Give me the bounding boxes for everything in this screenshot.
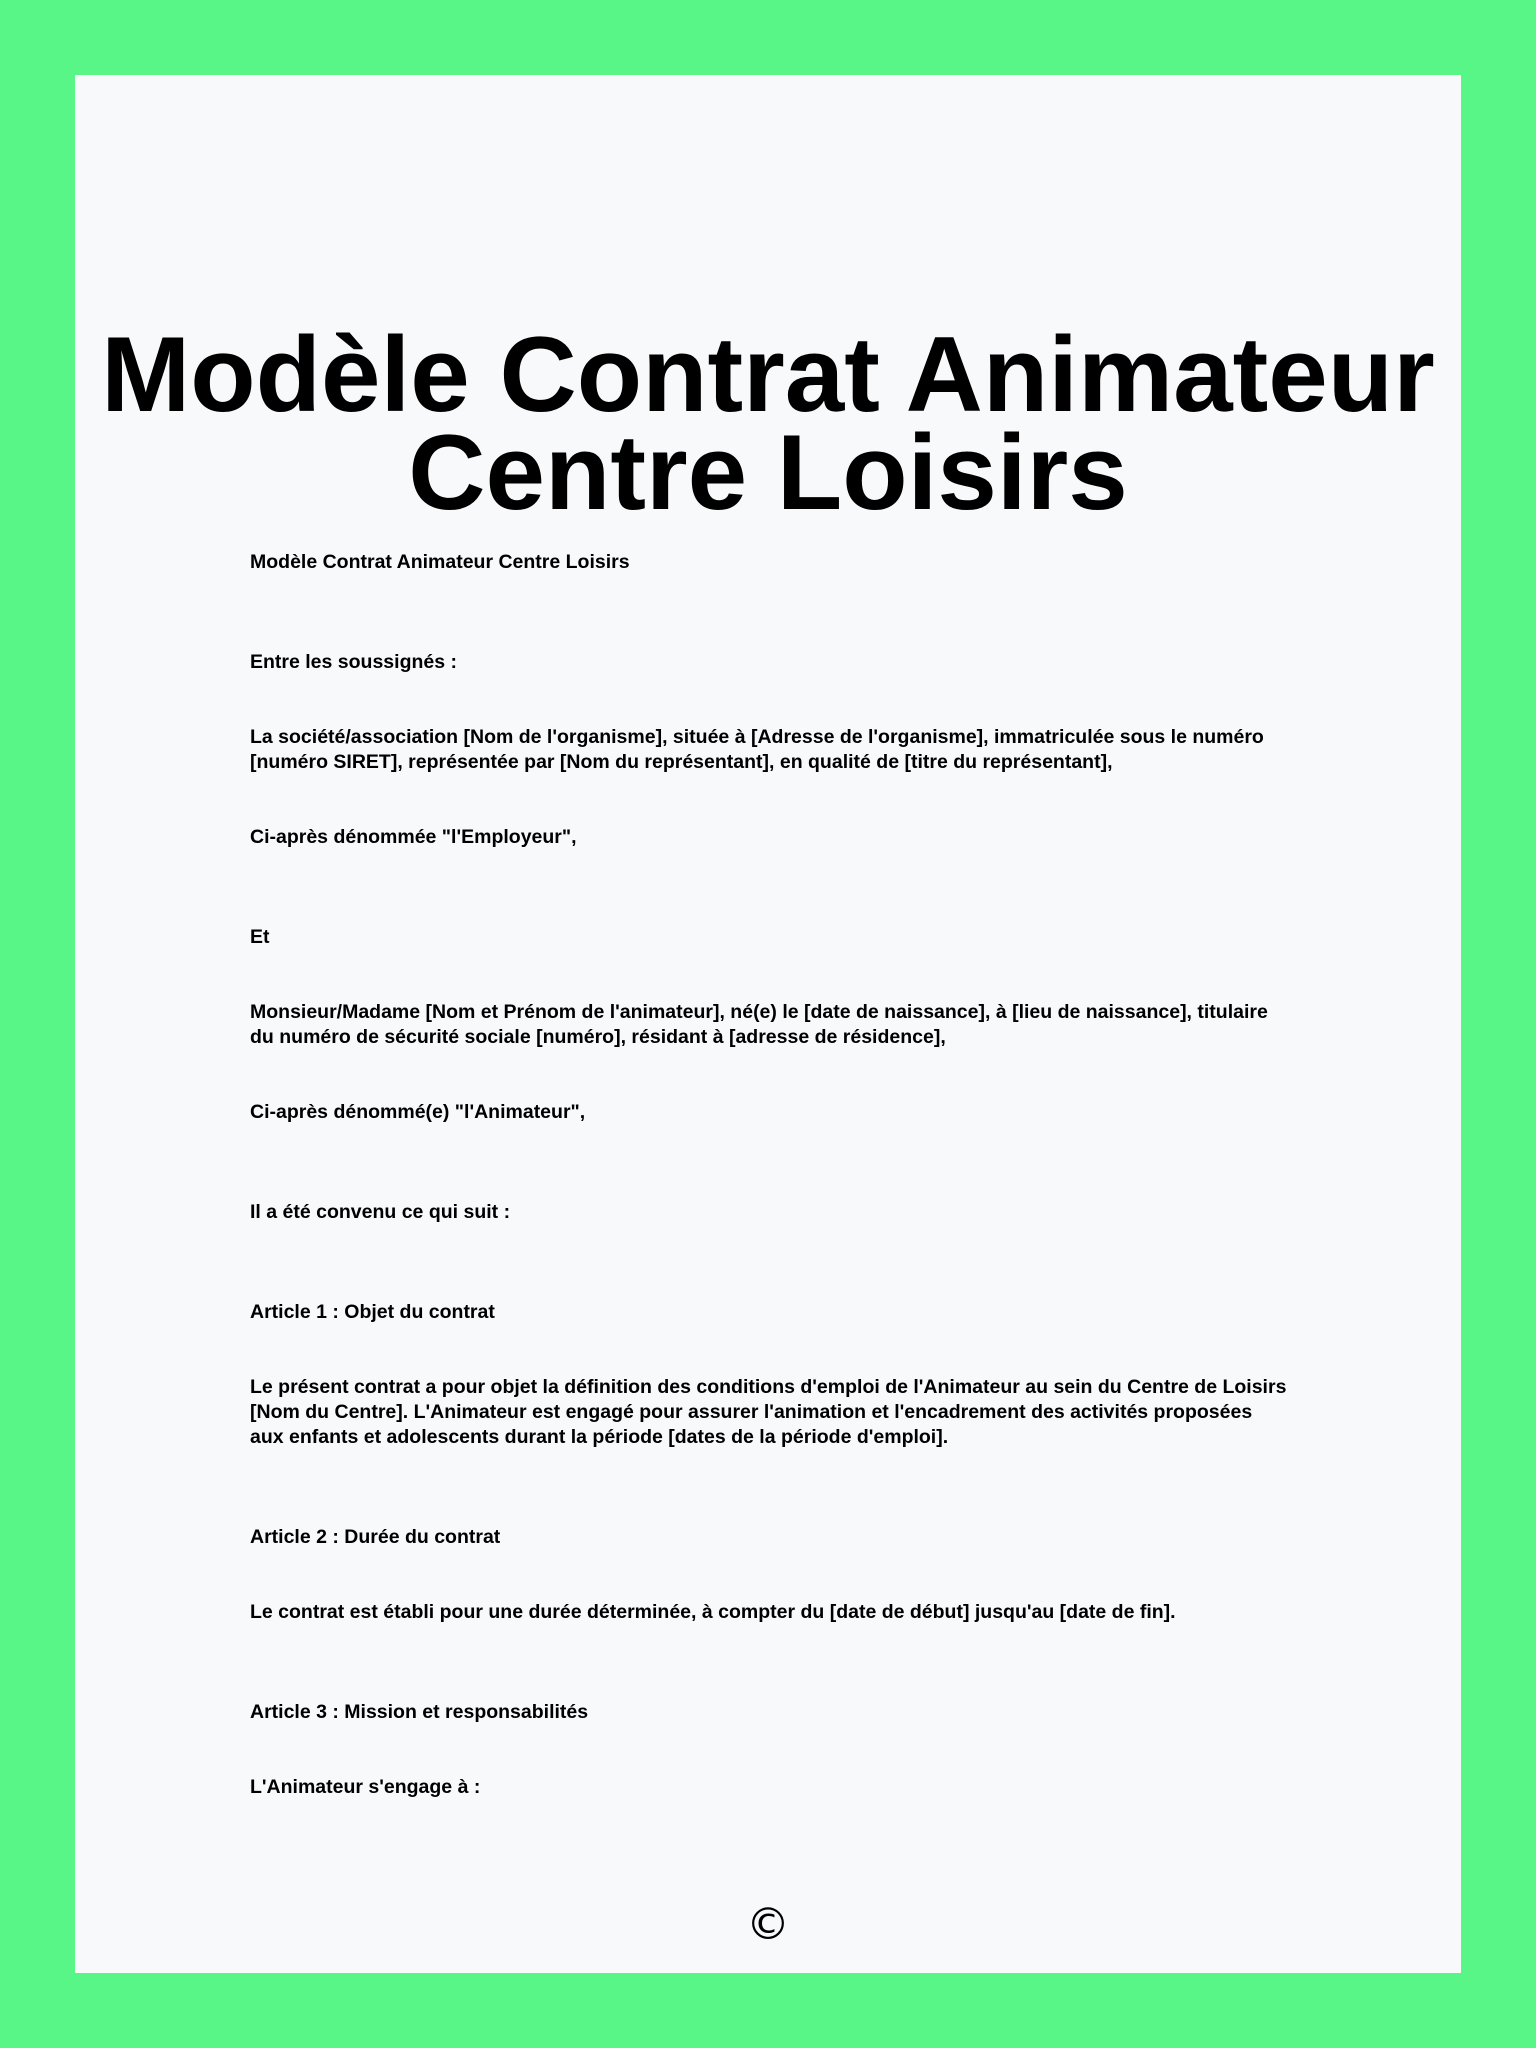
paragraph-and: Et (250, 926, 270, 948)
paragraph-employer-alias: Ci-après dénommée "l'Employeur", (250, 826, 577, 848)
article-3-heading: Article 3 : Mission et responsabilités (250, 1701, 589, 1723)
paragraph-animator-alias: Ci-après dénommé(e) "l'Animateur", (250, 1101, 586, 1123)
article-2-text: Le contrat est établi pour une durée déterminée, à compter du [date de début] jusqu'au [date de fin]. (250, 1601, 1176, 1623)
paragraph-animator: Monsieur/Madame [Nom et Prénom de l'animateur], né(e) le [date de naissance], à [lieu de naissance], titulaire du numéro de sécurité sociale [numéro], résidant à [adresse de résidence], (250, 1001, 1268, 1048)
paragraph-heading: Modèle Contrat Animateur Centre Loisirs (250, 551, 630, 573)
article-1-heading: Article 1 : Objet du contrat (250, 1301, 495, 1323)
document-title: Modèle Contrat Animateur Centre Loisirs (101, 314, 1435, 532)
copyright-icon: © (746, 1899, 790, 1950)
paragraph-parties-intro: Entre les soussignés : (250, 651, 457, 673)
document-page (75, 75, 1461, 1973)
paragraph-employer: La société/association [Nom de l'organisme], située à [Adresse de l'organisme], immatriculée sous le numéro [numéro SIRET], représentée par [Nom du représentant], en qualité de [titre du représentant], (250, 726, 1264, 773)
article-3-intro: L'Animateur s'engage à : (250, 1776, 481, 1798)
article-1-text: Le présent contrat a pour objet la définition des conditions d'emploi de l'Animateur au sein du Centre de Loisirs [Nom du Centre]. L'Animateur est engagé pour assurer l'animation et l'encadrement des activités proposées aux enfants et adolescents durant la période [dates de la période d'emploi]. (250, 1376, 1287, 1448)
paragraph-agreement: Il a été convenu ce qui suit : (250, 1201, 511, 1223)
article-2-heading: Article 2 : Durée du contrat (250, 1526, 501, 1548)
